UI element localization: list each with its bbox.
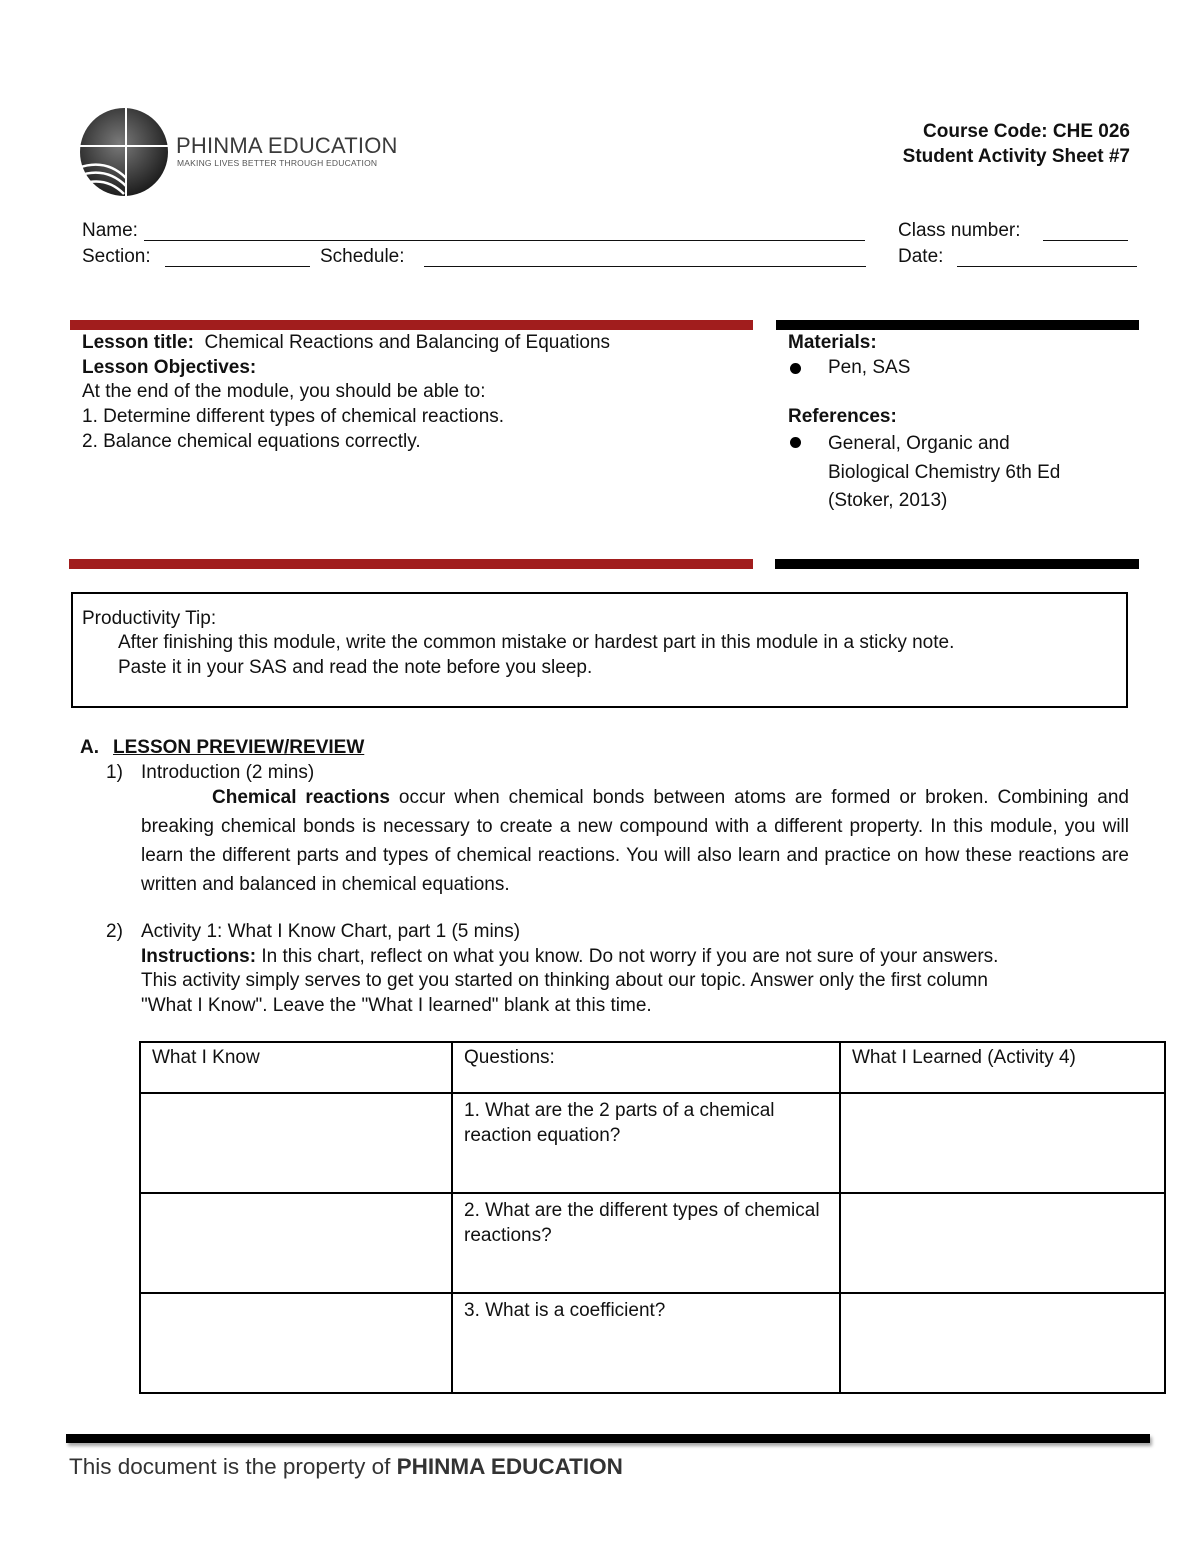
table-header: What I Learned (Activity 4) [840,1042,1165,1093]
section-a-letter: A. [80,737,99,758]
instructions-line: "What I Know". Leave the "What I learned" blank at this time. [141,995,652,1016]
lesson-title: Chemical Reactions and Balancing of Equations [204,332,611,353]
introduction-paragraph [141,783,1129,899]
instructions-line: This activity simply serves to get you started on thinking about our topic. Answer only the first column [141,970,988,991]
lesson-objectives-label: Lesson Objectives: [82,357,257,378]
productivity-tip-line: After finishing this module, write the common mistake or hardest part in this module in a sticky note. [118,632,955,653]
reference-line: Biological Chemistry 6th Ed [828,461,1061,483]
instructions-text: In this chart, reflect on what you know. Do not worry if you are not sure of your answers. [256,946,999,967]
item-number: 2) [106,921,123,942]
objective-item: 1. Determine different types of chemical reactions. [82,406,505,427]
table-row [140,1042,1165,1093]
section-field[interactable] [165,266,310,267]
what-i-learned-cell[interactable] [840,1193,1165,1293]
lesson-title-row [82,331,610,356]
productivity-tip-line: Paste it in your SAS and read the note before you sleep. [118,657,593,678]
intro-bold-term: Chemical reactions [212,787,390,808]
table-row [140,1193,1165,1293]
table-header: What I Know [140,1042,452,1093]
materials-item: Pen, SAS [828,357,911,378]
name-field[interactable] [144,240,865,241]
question-cell: 3. What is a coefficient? [452,1293,840,1393]
what-i-know-cell[interactable] [140,1193,452,1293]
class-number-label: Class number: [898,220,1021,241]
date-label: Date: [898,246,944,267]
materials-label: Materials: [788,332,877,353]
lesson-objectives-intro: At the end of the module, you should be able to: [82,381,486,402]
footer-bar [66,1434,1150,1443]
schedule-field[interactable] [424,266,866,267]
lesson-bottom-bar [69,559,753,569]
bullet-icon [790,437,801,448]
lesson-top-bar [70,320,753,330]
table-row [140,1293,1165,1393]
section-a-heading: LESSON PREVIEW/REVIEW [113,737,365,758]
table-row [140,1093,1165,1193]
org-tagline: MAKING LIVES BETTER THROUGH EDUCATION [177,158,378,168]
date-field[interactable] [957,266,1137,267]
references-label: References: [788,406,897,427]
activity-sheet-number: Student Activity Sheet #7 [902,146,1130,167]
what-i-learned-cell[interactable] [840,1093,1165,1193]
bullet-icon [790,363,801,374]
introduction-title: Introduction (2 mins) [141,762,315,783]
materials-top-bar [776,320,1139,330]
table-header: Questions: [452,1042,840,1093]
instructions-line [141,945,998,970]
productivity-tip-label: Productivity Tip: [82,608,217,629]
org-name: PHINMA EDUCATION [176,133,398,158]
objective-item: 2. Balance chemical equations correctly. [82,431,421,452]
lesson-title-label: Lesson title: [82,332,194,353]
reference-line: General, Organic and [828,433,1010,454]
instructions-label: Instructions: [141,946,257,967]
activity-1-title: Activity 1: What I Know Chart, part 1 (5 mins) [141,921,521,942]
what-i-know-chart [139,1041,1166,1394]
footer-text [69,1454,623,1480]
question-cell: 1. What are the 2 parts of a chemical reaction equation? [452,1093,840,1193]
intro-text: occur when chemical bonds between atoms are formed or broken. Combining and breaking chemical bonds is necessary to create a new compound with a different property. In this module, you will learn the different parts and types of chemical reactions. You will also learn and practice on how these reactions are written and balanced in chemical equations. [141,787,1129,895]
section-label: Section: [82,246,151,267]
reference-item [828,430,1060,516]
question-cell: 2. What are the different types of chemical reactions? [452,1193,840,1293]
reference-line: (Stoker, 2013) [828,490,948,511]
schedule-label: Schedule: [320,246,405,267]
footer-prefix: This document is the property of [69,1454,397,1479]
what-i-know-cell[interactable] [140,1293,452,1393]
item-number: 1) [106,762,123,783]
footer-org: PHINMA EDUCATION [396,1454,623,1479]
what-i-know-cell[interactable] [140,1093,452,1193]
what-i-learned-cell[interactable] [840,1293,1165,1393]
name-label: Name: [82,220,138,241]
course-code: Course Code: CHE 026 [923,121,1130,142]
materials-bottom-bar [775,559,1139,569]
class-number-field[interactable] [1043,240,1128,241]
